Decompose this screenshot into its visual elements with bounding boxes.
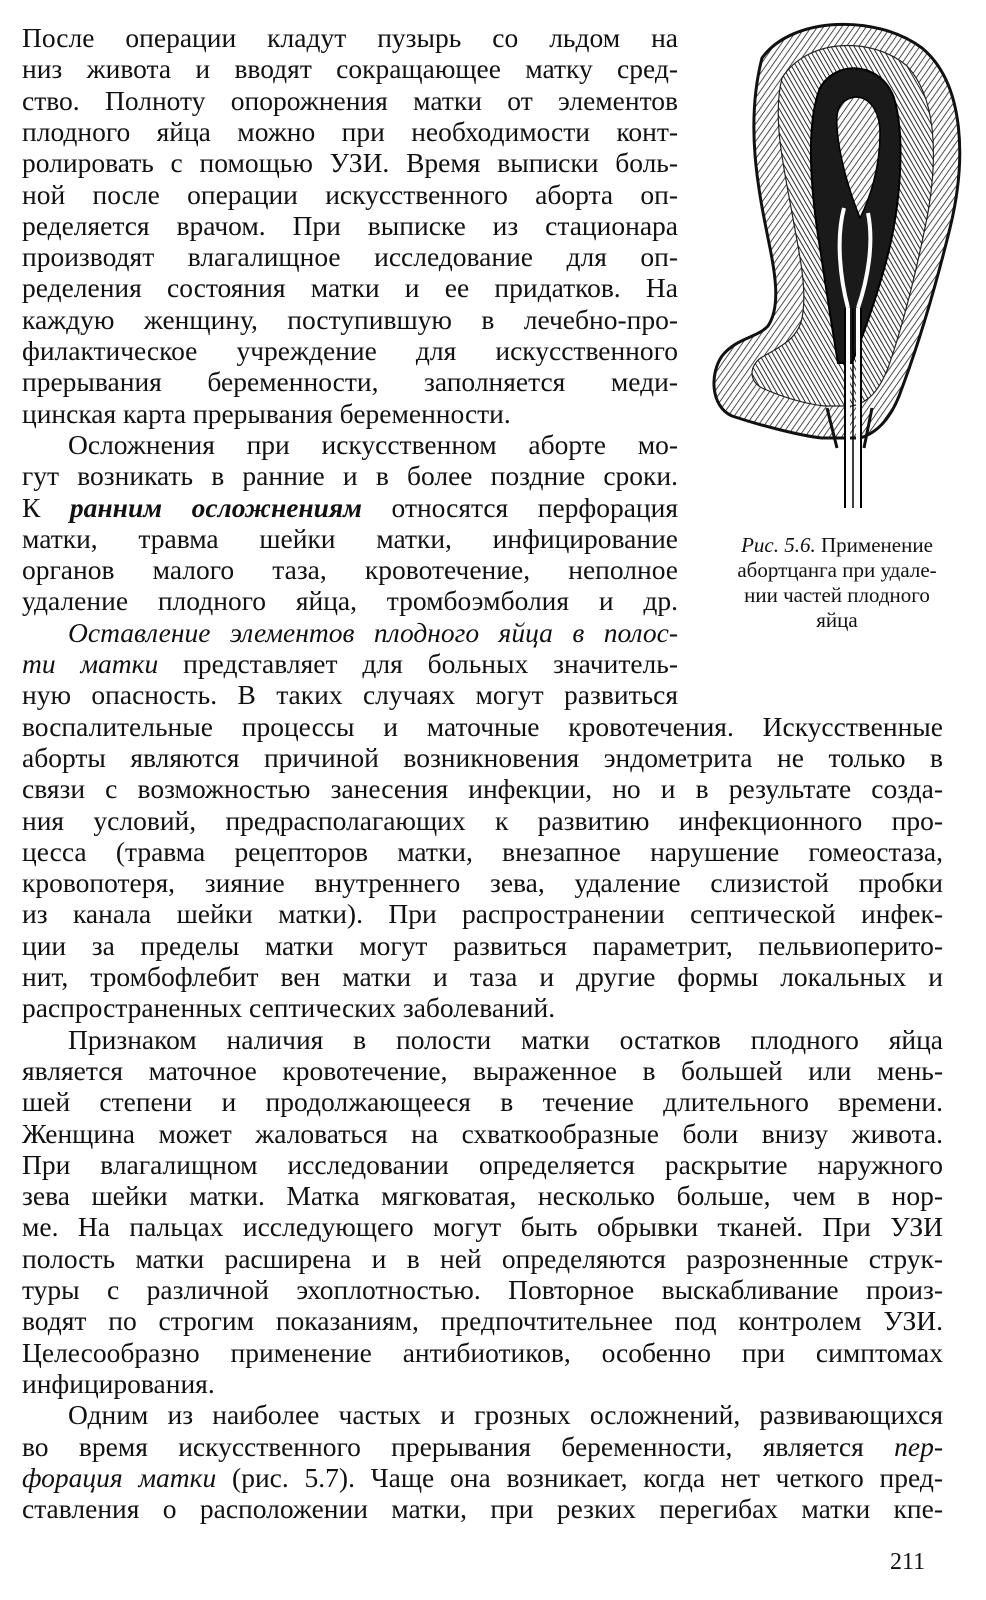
text-run: аборты являются причиной возникновения эндометрита не только в (22, 741, 943, 773)
text-run: представляет для больных значитель- (158, 648, 678, 679)
text-line (22, 867, 943, 898)
text-line (22, 805, 943, 836)
text-line (22, 272, 678, 303)
text-run: Женщина может жаловаться на схваткообразные боли внизу живота. (22, 1117, 943, 1149)
text-line (22, 1180, 943, 1211)
text-run: ределения состояния матки и ее придатков. На (22, 272, 678, 304)
text-run: из канала шейки матки). При распространении септической инфек- (22, 898, 943, 930)
text-line (22, 836, 943, 867)
emphasized-text: форация матки (22, 1461, 217, 1493)
text-line (22, 648, 678, 679)
emphasized-text: пер- (894, 1430, 943, 1462)
text-run: Целесообразно применение антибиотиков, особенно при симптомах (22, 1336, 943, 1368)
text-line (22, 1243, 943, 1274)
text-run: туры с различной эхоплотностью. Повторное выскабливание произ- (22, 1274, 943, 1305)
text-line (22, 1462, 943, 1493)
text-run: прерывания беременности, заполняется меди- (22, 366, 678, 398)
text-run: (рис. 5.7). Чаще она возникает, когда нет четкого пред- (216, 1461, 943, 1493)
text-line (68, 429, 678, 460)
text-line (22, 1055, 943, 1086)
text-run: После операции кладут пузырь со льдом на (22, 22, 678, 53)
text-line (22, 742, 943, 773)
text-run: цесса (травма рецепторов матки, внезапное нарушение гомеостаза, (22, 835, 943, 867)
text-line (22, 930, 943, 961)
text-run: ство. Полноту опорожнения матки от элементов (22, 84, 678, 116)
text-line (22, 147, 678, 178)
text-line (22, 1305, 943, 1336)
text-line (22, 1274, 943, 1305)
text-line (22, 210, 678, 241)
figure-label: Рис. 5.6. (741, 533, 816, 557)
text-run: является маточное кровотечение, выраженное в большей или мень- (22, 1054, 943, 1086)
caption-line-1: Рис. 5.6. Применение (741, 533, 933, 557)
text-line (22, 492, 678, 523)
text-run: водят по строгим показаниям, предпочтительнее под контролем УЗИ. (22, 1305, 943, 1337)
text-line (22, 961, 943, 992)
text-run: цинская карта прерывания беременности. (22, 397, 511, 429)
text-line (22, 398, 678, 429)
text-line (22, 241, 678, 272)
text-line (68, 1024, 943, 1055)
text-run: шей степени и продолжающееся в течение длительного времени. (22, 1086, 943, 1118)
text-line (22, 1086, 943, 1117)
text-run: матки, травма шейки матки, инфицирование (22, 522, 678, 554)
text-run: низ живота и вводят сокращающее матку сред- (22, 53, 678, 85)
text-run: Признаком наличия в полости матки остатков плодного яйца (68, 1023, 943, 1055)
text-line (22, 773, 943, 804)
text-run: филактическое учреждение для искусственного (22, 335, 678, 366)
text-run: производят влагалищное исследование для оп- (22, 241, 678, 273)
text-line (22, 898, 943, 929)
text-line (22, 85, 678, 116)
figure-caption (700, 533, 974, 633)
text-run: ной после операции искусственного аборта оп- (22, 178, 678, 210)
text-run: ставления о расположении матки, при резких перегибах матки кпе- (22, 1493, 943, 1525)
text-line (22, 554, 678, 585)
text-line (22, 335, 678, 366)
text-line (68, 1399, 943, 1430)
text-line (22, 992, 943, 1023)
text-line (22, 1368, 943, 1399)
text-run: Осложнения при искусственном аборте мо- (68, 428, 678, 460)
caption-line-4: яйца (816, 608, 858, 632)
text-line (22, 1118, 943, 1149)
text-run: гут возникать в ранние и в более поздние сроки. (22, 460, 678, 492)
text-run: воспалительные процессы и маточные кровотечения. Искусственные (22, 710, 943, 742)
text-run: относятся перфорация (362, 491, 678, 523)
figure-5-6 (702, 8, 972, 508)
emphasized-text: ти матки (22, 648, 159, 679)
text-line (22, 1337, 943, 1368)
text-run: зева шейки матки. Матка мягковатая, несколько больше, чем в нор- (22, 1180, 943, 1212)
text-run: распространенных септических заболеваний. (22, 992, 556, 1024)
text-run: связи с возможностью занесения инфекции, но и в результате созда- (22, 773, 943, 805)
text-run: ределяется врачом. При выписке из стационара (22, 209, 678, 241)
emphasized-text: Оставление элементов плодного яйца в полос- (68, 616, 678, 648)
uterus-abortion-forceps-illustration (702, 8, 972, 508)
text-run: ния условий, предрасполагающих к развитию инфекционного про- (22, 804, 943, 836)
text-line (22, 523, 678, 554)
text-run: удаление плодного яйца, тромбоэмболия и др. (22, 585, 678, 617)
text-line (22, 304, 678, 335)
text-run: во время искусственного прерывания беременности, является (22, 1430, 895, 1462)
caption-line-2: абортцанга при удале- (737, 558, 937, 582)
text-line (22, 679, 678, 710)
text-run: ную опасность. В таких случаях могут развиться (22, 679, 678, 711)
text-run: плодного яйца можно при необходимости конт- (22, 115, 678, 147)
text-line (22, 22, 678, 53)
text-line (22, 1211, 943, 1242)
text-run: инфицирования. (22, 1367, 215, 1399)
text-run: органов малого таза, кровотечение, неполное (22, 554, 678, 586)
text-run: Одним из наиболее частых и грозных осложнений, развивающихся (68, 1399, 943, 1431)
text-run: К (22, 491, 70, 523)
text-run: При влагалищном исследовании определяется раскрытие наружного (22, 1148, 943, 1180)
text-line (22, 1431, 943, 1462)
text-run: нит, тромбофлебит вен матки и таза и другие формы локальных и (22, 961, 943, 992)
text-line (22, 1493, 943, 1524)
text-run: полость матки расширена и в ней определяются разрозненные струк- (22, 1242, 943, 1274)
text-line (22, 1149, 943, 1180)
text-line (22, 711, 943, 742)
text-line (22, 53, 678, 84)
text-run: каждую женщину, поступившую в лечебно-про- (22, 303, 678, 335)
text-line (22, 179, 678, 210)
text-line (68, 617, 678, 648)
text-run: ме. На пальцах исследующего могут быть обрывки тканей. При УЗИ (22, 1211, 943, 1243)
page-number: 211 (890, 1549, 926, 1575)
emphasized-text: ранним осложнениям (69, 491, 362, 523)
text-run: ции за пределы матки могут развиться параметрит, пельвиоперито- (22, 929, 943, 961)
text-line (22, 366, 678, 397)
text-run: кровопотеря, зияние внутреннего зева, удаление слизистой пробки (22, 867, 943, 899)
text-line (22, 460, 678, 491)
text-run: ролировать с помощью УЗИ. Время выписки боль- (22, 147, 678, 179)
text-line (22, 585, 678, 616)
caption-line-3: нии частей плодного (744, 583, 930, 607)
text-line (22, 116, 678, 147)
